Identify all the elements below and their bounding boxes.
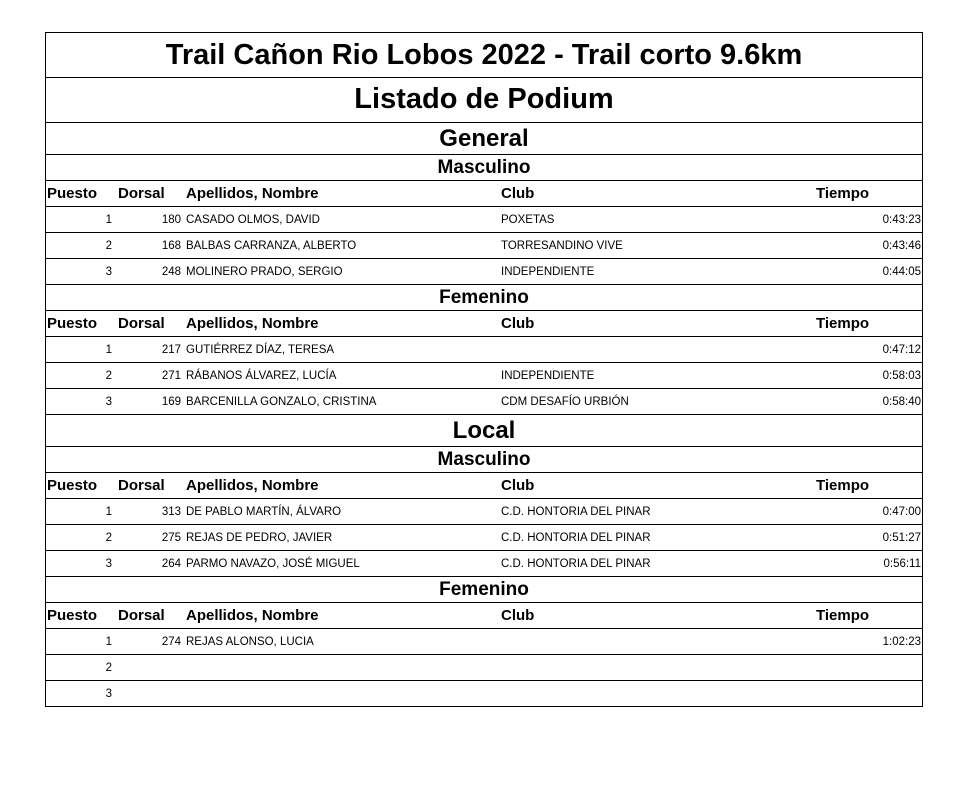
header-club: Club (501, 477, 535, 494)
cell-dorsal: 264 (161, 558, 181, 570)
cell-name: MOLINERO PRADO, SERGIO (186, 266, 343, 278)
cell-name: REJAS ALONSO, LUCIA (186, 636, 314, 648)
cell-dorsal: 168 (161, 240, 181, 252)
cell-name: DE PABLO MARTÍN, ÁLVARO (186, 506, 342, 518)
column-header-row (46, 473, 922, 499)
header-time: Tiempo (816, 185, 870, 202)
header-time: Tiempo (816, 315, 870, 332)
header-time: Tiempo (816, 607, 870, 624)
cell-dorsal: 248 (161, 266, 181, 278)
column-header-row (46, 311, 922, 337)
cell-time: 0:47:12 (882, 344, 921, 356)
cell-dorsal (112, 655, 181, 680)
header-puesto: Puesto (47, 315, 98, 332)
section-title-general: General (46, 123, 922, 155)
header-puesto: Puesto (47, 477, 98, 494)
header-name: Apellidos, Nombre (186, 607, 319, 624)
cell-time: 0:58:40 (882, 396, 921, 408)
cell-time: 0:43:23 (882, 214, 921, 226)
cell-time: 0:47:00 (882, 506, 921, 518)
cell-time: 0:51:27 (882, 532, 921, 544)
cell-puesto: 1 (105, 636, 112, 648)
cell-time: 0:56:11 (883, 558, 921, 570)
cell-name: PARMO NAVAZO, JOSÉ MIGUEL (186, 558, 360, 570)
column-header-row (46, 603, 922, 629)
cell-name: BARCENILLA GONZALO, CRISTINA (186, 396, 377, 408)
cell-dorsal: 275 (161, 532, 181, 544)
header-club: Club (501, 315, 535, 332)
cell-club: INDEPENDIENTE (501, 266, 595, 278)
header-name: Apellidos, Nombre (186, 185, 319, 202)
cell-club: INDEPENDIENTE (501, 370, 595, 382)
cell-dorsal: 274 (161, 636, 181, 648)
cell-name: GUTIÉRREZ DÍAZ, TERESA (186, 344, 335, 356)
cell-name: RÁBANOS ÁLVAREZ, LUCÍA (186, 370, 337, 382)
cell-puesto: 2 (105, 532, 112, 544)
column-header-row (46, 181, 922, 207)
header-puesto: Puesto (47, 607, 98, 624)
table-row (46, 337, 922, 363)
cell-puesto: 3 (105, 396, 112, 408)
cell-puesto: 3 (105, 558, 112, 570)
sections-container (46, 123, 922, 707)
header-dorsal: Dorsal (118, 607, 165, 624)
page-title: Trail Cañon Rio Lobos 2022 - Trail corto 9.6km (46, 33, 922, 78)
cell-dorsal: 180 (161, 214, 181, 226)
cell-club: TORRESANDINO VIVE (501, 240, 623, 252)
cell-dorsal: 217 (161, 344, 181, 356)
cell-dorsal: 313 (161, 506, 181, 518)
cell-dorsal: 169 (161, 396, 181, 408)
cell-name: BALBAS CARRANZA, ALBERTO (186, 240, 357, 252)
cell-puesto: 3 (105, 688, 112, 700)
table-row (46, 389, 922, 415)
cell-name: REJAS DE PEDRO, JAVIER (186, 532, 333, 544)
cell-puesto: 2 (105, 662, 112, 674)
section-title-local: Local (46, 415, 922, 447)
cell-club: C.D. HONTORIA DEL PINAR (501, 506, 651, 518)
group-title-femenino: Femenino (46, 577, 922, 603)
cell-club: C.D. HONTORIA DEL PINAR (501, 532, 651, 544)
cell-puesto: 1 (105, 214, 112, 226)
header-dorsal: Dorsal (118, 185, 165, 202)
cell-puesto: 1 (105, 506, 112, 518)
cell-puesto: 2 (105, 240, 112, 252)
header-dorsal: Dorsal (118, 477, 165, 494)
cell-puesto: 1 (105, 344, 112, 356)
table-row (46, 655, 922, 681)
cell-name: CASADO OLMOS, DAVID (186, 214, 320, 226)
header-puesto: Puesto (47, 185, 98, 202)
page-subtitle: Listado de Podium (46, 78, 922, 123)
table-row (46, 233, 922, 259)
table-row (46, 551, 922, 577)
table-row (46, 363, 922, 389)
table-row (46, 499, 922, 525)
table-row (46, 259, 922, 285)
header-club: Club (501, 607, 535, 624)
cell-club: POXETAS (501, 214, 555, 226)
table-row (46, 525, 922, 551)
cell-time: 1:02:23 (882, 636, 921, 648)
cell-club: CDM DESAFÍO URBIÓN (501, 396, 629, 408)
cell-puesto: 2 (105, 370, 112, 382)
cell-puesto: 3 (105, 266, 112, 278)
podium-sheet (45, 32, 923, 707)
table-row (46, 207, 922, 233)
group-title-masculino: Masculino (46, 447, 922, 473)
header-time: Tiempo (816, 477, 870, 494)
cell-club: C.D. HONTORIA DEL PINAR (501, 558, 651, 570)
header-name: Apellidos, Nombre (186, 477, 319, 494)
header-club: Club (501, 185, 535, 202)
cell-time: 0:43:46 (882, 240, 921, 252)
cell-dorsal: 271 (161, 370, 181, 382)
group-title-masculino: Masculino (46, 155, 922, 181)
group-title-femenino: Femenino (46, 285, 922, 311)
cell-time: 0:44:05 (882, 266, 921, 278)
header-dorsal: Dorsal (118, 315, 165, 332)
table-row (46, 681, 922, 707)
header-name: Apellidos, Nombre (186, 315, 319, 332)
cell-time: 0:58:03 (882, 370, 921, 382)
cell-dorsal (112, 681, 181, 706)
table-row (46, 629, 922, 655)
